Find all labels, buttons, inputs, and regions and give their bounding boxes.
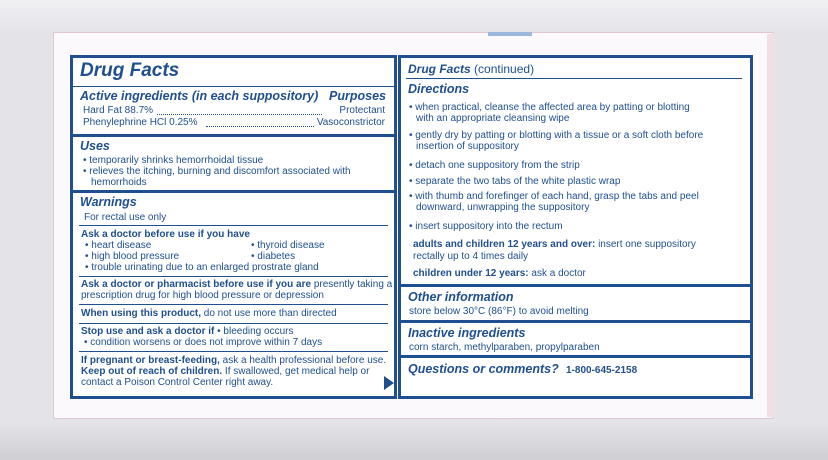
stop-use-warning: Stop use and ask a doctor if • bleeding occurs xyxy=(81,326,294,337)
uses-heading: Uses xyxy=(80,139,110,153)
questions-heading: Questions or comments? xyxy=(408,362,559,376)
divider xyxy=(73,190,394,193)
rectal-use-text: For rectal use only xyxy=(84,212,167,223)
background-top xyxy=(0,0,828,30)
divider xyxy=(79,225,388,226)
ingredient-2: Phenylephrine HCl 0.25% xyxy=(83,117,198,128)
leader-dots xyxy=(157,114,322,115)
label-edge xyxy=(767,34,774,417)
drug-facts-right-panel xyxy=(398,55,753,399)
divider xyxy=(79,351,388,352)
purposes-heading: Purposes xyxy=(329,89,386,103)
use-item-1: • temporarily shrinks hemorrhoidal tissue xyxy=(83,155,264,166)
purpose-1: Protectant xyxy=(339,105,385,116)
pharmacist-warning-cont: prescription drug for high blood pressure or depression xyxy=(81,290,324,301)
use-item-2: • relieves the itching, burning and discomfort associated with xyxy=(83,166,351,177)
drug-facts-left-panel xyxy=(70,55,397,399)
condition-bp: • high blood pressure xyxy=(85,251,180,262)
continue-arrow-icon xyxy=(384,376,394,390)
direction-5: • with thumb and forefinger of each hand, grasp the tabs and peel xyxy=(409,191,699,202)
adults-dosage: adults and children 12 years and over: insert one suppository xyxy=(413,239,696,250)
direction-1-cont: with an appropriate cleansing wipe xyxy=(416,113,570,124)
direction-1: • when practical, cleanse the affected area by patting or blotting xyxy=(409,102,690,113)
drug-facts-title: Drug Facts xyxy=(80,60,180,81)
leader-dots xyxy=(206,126,314,127)
divider xyxy=(401,320,750,323)
when-using-warning: When using this product, do not use more than directed xyxy=(81,308,337,319)
active-ingredients-heading: Active ingredients (in each suppository) xyxy=(80,89,319,103)
divider xyxy=(79,323,388,324)
adults-dosage-cont: rectally up to 4 times daily xyxy=(413,251,529,262)
condition-prostate: • trouble urinating due to an enlarged prostrate gland xyxy=(85,262,319,273)
keep-out-warning-cont: contact a Poison Control Center right away. xyxy=(81,377,274,388)
divider xyxy=(401,355,750,358)
warnings-heading: Warnings xyxy=(80,195,137,209)
pregnant-warning: If pregnant or breast-feeding, ask a health professional before use. xyxy=(81,355,387,366)
divider xyxy=(79,276,388,277)
inactive-ingredients-text: corn starch, methylparaben, propylparaben xyxy=(409,342,600,353)
use-item-2-cont: hemorrhoids xyxy=(91,177,147,188)
background-bottom xyxy=(0,420,828,460)
pharmacist-warning: Ask a doctor or pharmacist before use if you are presently taking a xyxy=(81,279,393,290)
children-dosage: children under 12 years: ask a doctor xyxy=(413,268,586,279)
purpose-2: Vasoconstrictor xyxy=(316,117,385,128)
direction-6: • insert suppository into the rectum xyxy=(409,221,563,232)
direction-4: • separate the two tabs of the white plastic wrap xyxy=(409,176,621,187)
phone-number: 1-800-645-2158 xyxy=(566,365,638,376)
direction-5-cont: downward, unwrapping the suppository xyxy=(416,202,590,213)
continued-title: Drug Facts (continued) xyxy=(408,62,535,76)
other-information-text: store below 30°C (86°F) to avoid melting xyxy=(409,306,589,317)
direction-2: • gently dry by patting or blotting with a tissue or a soft cloth before xyxy=(409,130,704,141)
other-information-heading: Other information xyxy=(408,290,514,304)
keep-out-warning: Keep out of reach of children. If swallowed, get medical help or xyxy=(81,366,370,377)
stop-use-warning-cont: • condition worsens or does not improve within 7 days xyxy=(84,337,323,348)
condition-diabetes: • diabetes xyxy=(251,251,296,262)
inactive-ingredients-heading: Inactive ingredients xyxy=(408,326,526,340)
direction-3: • detach one suppository from the strip xyxy=(409,160,580,171)
condition-thyroid: • thyroid disease xyxy=(251,240,325,251)
divider xyxy=(401,284,750,287)
condition-heart: • heart disease xyxy=(85,240,152,251)
divider xyxy=(406,78,742,79)
directions-heading: Directions xyxy=(408,82,470,96)
ingredient-1: Hard Fat 88.7% xyxy=(83,105,154,116)
divider xyxy=(73,86,394,87)
ask-doctor-heading: Ask a doctor before use if you have xyxy=(81,229,250,240)
tab-mark xyxy=(488,32,532,36)
direction-2-cont: insertion of suppository xyxy=(416,141,519,152)
divider xyxy=(79,304,388,305)
divider xyxy=(73,134,394,137)
